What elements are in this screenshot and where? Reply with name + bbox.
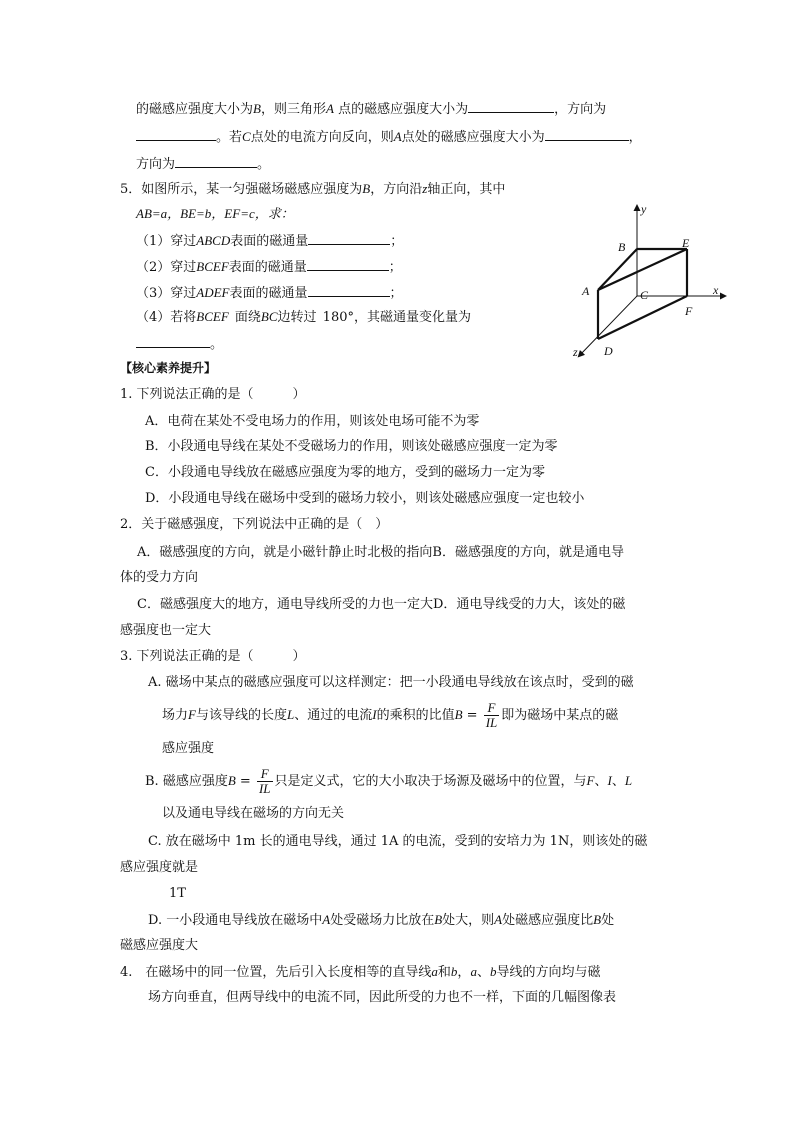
label-F: F — [685, 304, 693, 318]
answer-blank[interactable] — [307, 256, 389, 271]
p3-option-b-line-1[interactable]: B. 磁感应强度B = $\frac{F}{IL}$ 只是定义式，它的大小取决于场源及磁场中的位置，与F、I、L — [145, 766, 633, 796]
p2-line-1[interactable]: A．磁感强度的方向，就是小磁针静止时北极的指向B．磁感强度的方向，就是通电导 — [137, 545, 624, 560]
q5-sub-4-line-1: （4）若将BCEF 面绕BC边转过 180°，其磁通量变化量为 — [136, 309, 471, 325]
p4-line-2: 场方向垂直，但两导线中的电流不同，因此所受的力也不一样，下面的几幅图像表 — [148, 990, 617, 1005]
q5-stem-line-1: 5．如图所示，某一匀强磁场磁感应强度为B，方向沿z轴正向，其中 — [120, 181, 506, 197]
prev-question-line-1: 的磁感应强度大小为B，则三角形A 点的磁感应强度大小为 ，方向为 — [136, 98, 606, 120]
answer-blank[interactable] — [308, 282, 390, 297]
answer-blank[interactable] — [308, 230, 390, 245]
section-header: 【核心素养提升】 — [120, 361, 217, 375]
q5-sub-1: （1）穿过ABCD表面的磁通量 ； — [136, 230, 403, 252]
p3-option-a-line-3: 感应强度 — [162, 741, 215, 756]
p3-option-c-line-1[interactable]: C. 放在磁场中 1m 长的通电导线，通过 1A 的电流，受到的安培力为 1N，则该处的磁 — [148, 834, 648, 849]
fraction-f-over-il: $\frac{F}{IL}$ — [258, 766, 271, 796]
p1-option-b[interactable]: B．小段通电导线在某处不受磁场力的作用，则该处磁感应强度一定为零 — [145, 439, 558, 454]
answer-blank[interactable] — [468, 98, 554, 113]
prev-question-line-3: 方向为 。 — [136, 153, 270, 175]
label-B: B — [618, 240, 626, 254]
p3-option-d-line-2: 磁感应强度大 — [120, 938, 199, 953]
p1-option-c[interactable]: C．小段通电导线放在磁感应强度为零的地方，受到的磁场力一定为零 — [145, 465, 545, 480]
label-x: x — [713, 283, 719, 297]
p3-option-a-line-2: 场力F与该导线的长度L、通过的电流I的乘积的比值B = $\frac{F}{IL}$ 即为磁场中某点的磁 — [162, 700, 619, 730]
p4-line-1: 4. 在磁场中的同一位置，先后引入长度相等的直导线a和b，a、b导线的方向均与磁 — [120, 964, 601, 980]
q5-sub-4-line-2: 。 — [136, 333, 223, 355]
p1-option-a[interactable]: A．电荷在某处不受电场力的作用，则该处电场可能不为零 — [145, 414, 480, 429]
p3-stem: 3. 下列说法正确的是（ ） — [120, 649, 306, 664]
fraction-f-over-il: $\frac{F}{IL}$ — [485, 700, 498, 730]
label-z: z — [573, 345, 578, 359]
p2-stem: 2．关于磁感强度，下列说法中正确的是（ ） — [120, 517, 389, 532]
answer-blank[interactable] — [136, 126, 216, 141]
label-y: y — [641, 202, 647, 216]
prism-axes-figure — [565, 198, 730, 368]
prev-question-line-2: 。若C点处的电流方向反向，则A点处的磁感应强度大小为 ， — [136, 126, 642, 148]
q5-sub-3: （3）穿过ADEF表面的磁通量 ； — [136, 282, 403, 304]
p1-stem: 1. 下列说法正确的是（ ） — [120, 387, 306, 402]
q5-sub-2: （2）穿过BCEF表面的磁通量 ； — [136, 256, 402, 278]
label-A: A — [582, 284, 590, 298]
label-C: C — [640, 288, 649, 302]
p2-line-3[interactable]: C．磁感强度大的地方，通电导线所受的力也一定大D．通电导线受的力大，该处的磁 — [137, 597, 626, 612]
answer-blank[interactable] — [175, 153, 257, 168]
p3-option-c-line-3: 1T — [169, 886, 186, 901]
q5-stem-line-2: AB=a，BE=b，EF=c，求： — [136, 206, 294, 221]
p2-line-2: 体的受力方向 — [120, 570, 199, 585]
p1-option-d[interactable]: D．小段通电导线在磁场中受到的磁场力较小，则该处磁感应强度一定也较小 — [145, 491, 585, 506]
p3-option-d-line-1[interactable]: D. 一小段通电导线放在磁场中A处受磁场力比放在B处大，则A处磁感应强度比B处 — [148, 912, 615, 928]
p3-option-c-line-2: 感应强度就是 — [120, 860, 199, 875]
p3-option-b-line-2: 以及通电导线在磁场的方向无关 — [162, 806, 345, 821]
p2-line-4: 感强度也一定大 — [120, 623, 212, 638]
answer-blank[interactable] — [136, 333, 210, 348]
p3-option-a-line-1[interactable]: A. 磁场中某点的磁感应强度可以这样测定：把一小段通电导线放在该点时，受到的磁 — [148, 675, 634, 690]
label-D: D — [604, 344, 613, 358]
label-E: E — [682, 236, 690, 250]
answer-blank[interactable] — [545, 126, 629, 141]
